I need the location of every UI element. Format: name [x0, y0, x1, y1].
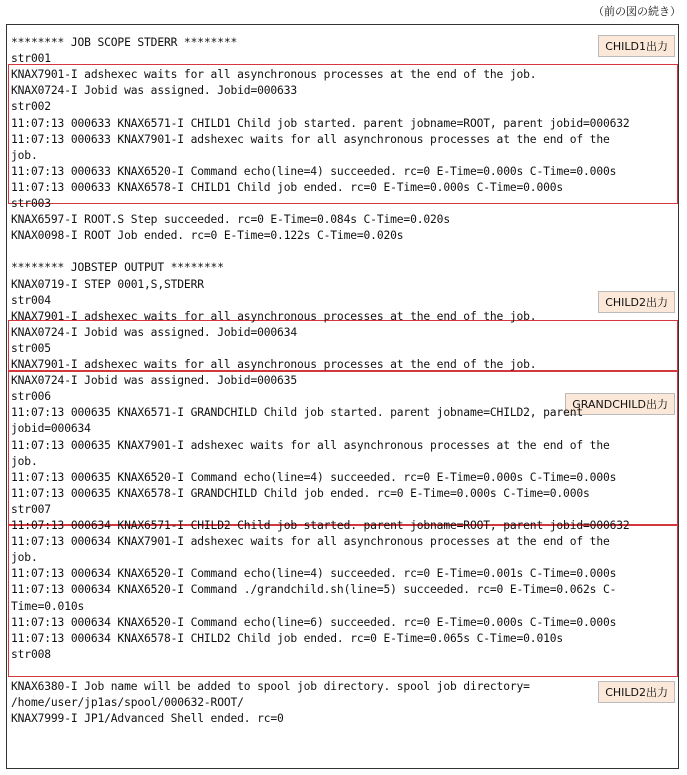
log-line: KNAX0724-I Jobid was assigned. Jobid=000633	[11, 84, 298, 98]
log-line: 11:07:13 000634 KNAX6578-I CHILD2 Child job ended. rc=0 E-Time=0.065s C-Time=0.010s	[11, 631, 564, 645]
log-line: 11:07:13 000635 KNAX7901-I adshexec waits for all asynchronous processes at the end of the	[11, 438, 610, 452]
log-line: KNAX7901-I adshexec waits for all asynchronous processes at the end of the job.	[11, 358, 537, 371]
log-line: KNAX0724-I Jobid was assigned. Jobid=000635	[11, 374, 298, 388]
log-line: KNAX0724-I Jobid was assigned. Jobid=000634	[11, 325, 298, 339]
log-line: KNAX6597-I ROOT.S Step succeeded. rc=0 E-Time=0.084s C-Time=0.020s	[11, 213, 450, 227]
log-line: 11:07:13 000635 KNAX6578-I GRANDCHILD Child job ended. rc=0 E-Time=0.000s C-Time=0.000s	[11, 486, 590, 500]
child2-output-label-top: CHILD2出力	[598, 291, 675, 313]
child2-output-label-bottom: CHILD2出力	[598, 681, 675, 703]
log-line: str004	[11, 293, 51, 307]
log-line: KNAX7901-I adshexec waits for all asynchronous processes at the end of the job.	[11, 68, 537, 82]
log-line: KNAX6380-I Job name will be added to spool job directory. spool job directory=	[11, 680, 530, 693]
log-line: str008	[11, 647, 51, 661]
log-line: jobid=000634	[11, 422, 91, 436]
log-line: KNAX0098-I ROOT Job ended. rc=0 E-Time=0.122s C-Time=0.020s	[11, 229, 404, 243]
log-line: job.	[11, 148, 38, 162]
log-line: KNAX7999-I JP1/Advanced Shell ended. rc=0	[11, 712, 284, 726]
log-line: str007	[11, 502, 51, 516]
child1-output-label: CHILD1出力	[598, 35, 675, 57]
log-line: ******** JOBSTEP OUTPUT ********	[11, 261, 224, 275]
log-line: 11:07:13 000634 KNAX6520-I Command echo(line=6) succeeded. rc=0 E-Time=0.000s C-Time=0.000s	[11, 615, 617, 629]
log-line: Time=0.010s	[11, 599, 85, 613]
log-line: job.	[11, 551, 38, 565]
log-line: 11:07:13 000633 KNAX6571-I CHILD1 Child job started. parent jobname=ROOT, parent jobid=000632	[11, 116, 630, 130]
log-line: 11:07:13 000634 KNAX6520-I Command ./grandchild.sh(line=5) succeeded. rc=0 E-Time=0.062s C-	[11, 583, 617, 597]
log-line: 11:07:13 000633 KNAX6520-I Command echo(line=4) succeeded. rc=0 E-Time=0.000s C-Time=0.000s	[11, 164, 617, 178]
log-line: str002	[11, 100, 51, 114]
log-line: 11:07:13 000634 KNAX6571-I CHILD2 Child job started. parent jobname=ROOT, parent jobid=000632	[11, 519, 630, 532]
log-line: ******** JOB SCOPE STDERR ********	[11, 36, 238, 49]
log-line: str005	[11, 341, 51, 355]
figure-caption: （前の図の続き）	[593, 5, 681, 18]
log-line: job.	[11, 454, 38, 468]
log-line: KNAX0719-I STEP 0001,S,STDERR	[11, 277, 204, 291]
log-line: KNAX7901-I adshexec waits for all asynchronous processes at the end of the job.	[11, 309, 537, 323]
log-line: str003	[11, 197, 51, 210]
log-line: 11:07:13 000633 KNAX7901-I adshexec waits for all asynchronous processes at the end of the	[11, 132, 610, 146]
grandchild-output-label: GRANDCHILD出力	[565, 393, 675, 415]
log-line: 11:07:13 000634 KNAX7901-I adshexec waits for all asynchronous processes at the end of the	[11, 535, 610, 549]
log-line: str001	[11, 52, 51, 66]
log-line: str006	[11, 390, 51, 404]
log-line: 11:07:13 000635 KNAX6520-I Command echo(line=4) succeeded. rc=0 E-Time=0.000s C-Time=0.000s	[11, 470, 617, 484]
log-line: 11:07:13 000635 KNAX6571-I GRANDCHILD Child job started. parent jobname=CHILD2, parent	[11, 406, 584, 420]
log-line: 11:07:13 000634 KNAX6520-I Command echo(line=4) succeeded. rc=0 E-Time=0.001s C-Time=0.000s	[11, 567, 617, 581]
log-line: 11:07:13 000633 KNAX6578-I CHILD1 Child job ended. rc=0 E-Time=0.000s C-Time=0.000s	[11, 180, 564, 194]
log-line: /home/user/jp1as/spool/000632-ROOT/	[11, 696, 244, 710]
